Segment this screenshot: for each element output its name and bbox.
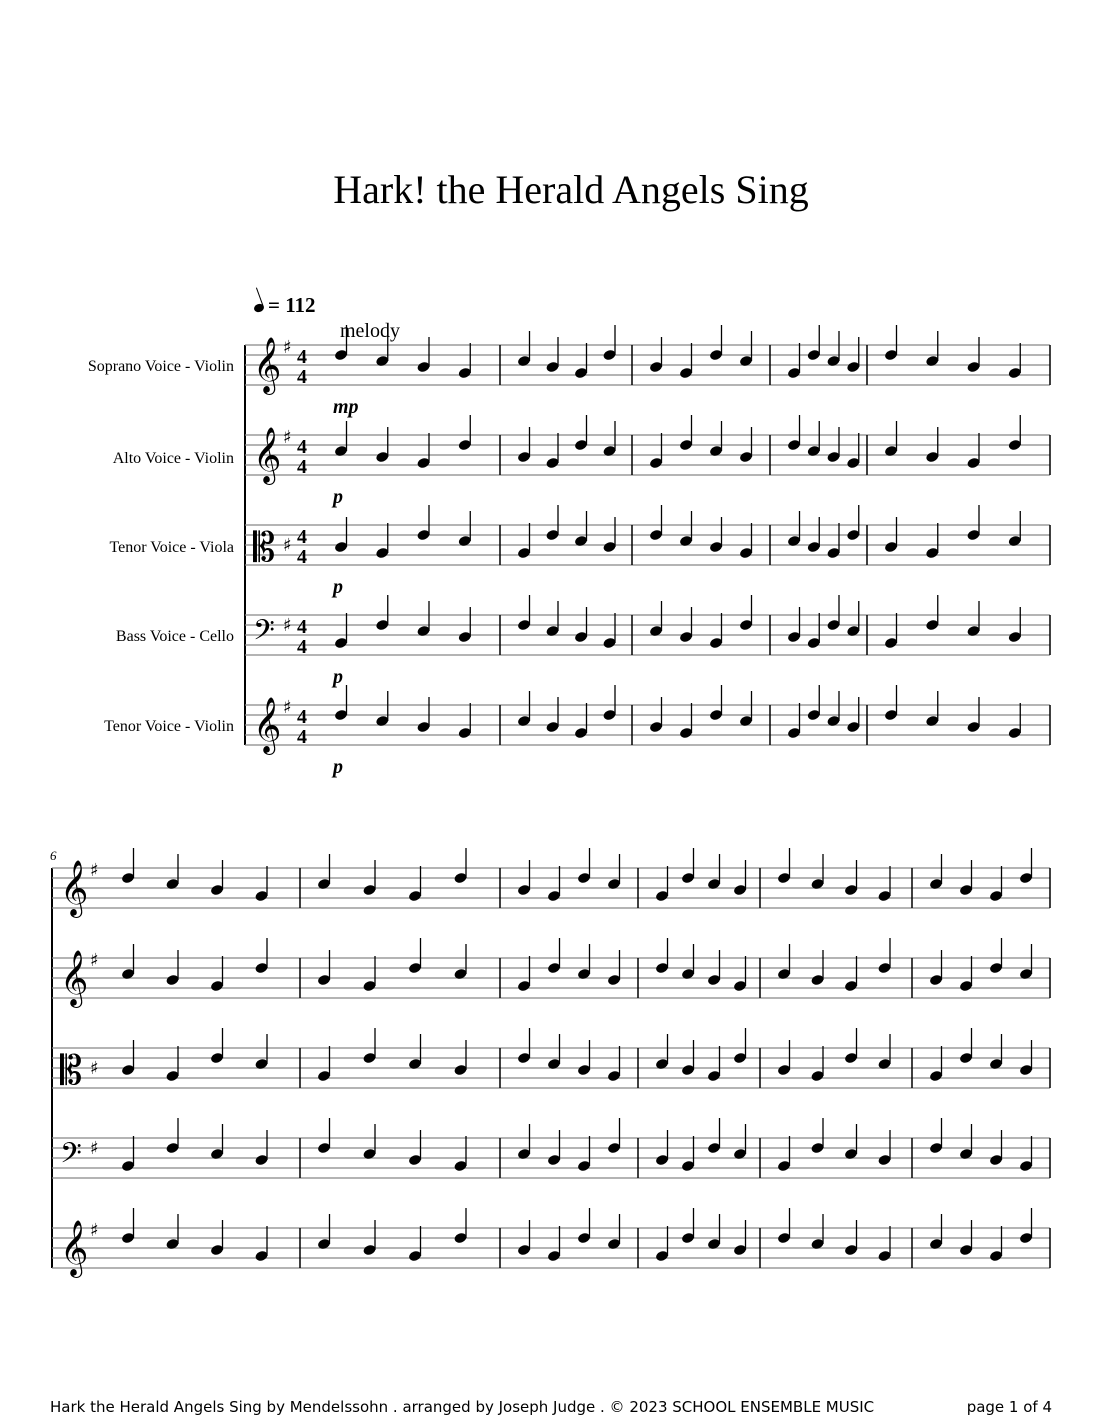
svg-text:𝄢: 𝄢 — [60, 1137, 82, 1177]
svg-text:p: p — [333, 486, 343, 508]
page-footer — [50, 1398, 1052, 1416]
svg-text:𝄞: 𝄞 — [60, 1220, 89, 1276]
svg-text:𝄡: 𝄡 — [60, 1048, 83, 1094]
instrument-label-bass: Bass Voice - Cello — [115, 628, 234, 645]
svg-text:4: 4 — [297, 366, 307, 388]
svg-text:p: p — [333, 666, 343, 688]
svg-text:♯: ♯ — [90, 950, 99, 971]
instrument-label-tenor-violin: Tenor Voice - Violin — [104, 718, 234, 735]
svg-text:𝄢: 𝄢 — [253, 614, 275, 654]
svg-text:4: 4 — [297, 546, 307, 568]
measure-number: 6 — [50, 848, 57, 863]
svg-text:4: 4 — [297, 636, 307, 658]
svg-text:4: 4 — [297, 726, 307, 748]
svg-text:♯: ♯ — [90, 860, 99, 881]
svg-text:𝄞: 𝄞 — [60, 950, 89, 1006]
svg-text:♯: ♯ — [90, 1138, 99, 1159]
instrument-label-soprano: Soprano Voice - Violin — [87, 358, 234, 375]
svg-text:♯: ♯ — [283, 427, 292, 448]
svg-text:𝄞: 𝄞 — [253, 697, 282, 753]
footer-credit: Hark the Herald Angels Sing by Mendelssohn . arranged by Joseph Judge . © 2023 SCHOOL ENSEMBLE MUSIC — [50, 1398, 875, 1416]
svg-text:4: 4 — [297, 616, 307, 638]
svg-text:mp: mp — [333, 396, 359, 418]
svg-text:4: 4 — [297, 436, 307, 458]
svg-text:𝄡: 𝄡 — [253, 525, 276, 571]
tempo-marking: = 112 — [254, 293, 316, 318]
svg-text:p: p — [333, 576, 343, 598]
svg-text:♯: ♯ — [283, 697, 292, 718]
svg-text:𝄞: 𝄞 — [60, 860, 89, 916]
score-title: Hark! the Herald Angels Sing — [333, 167, 809, 212]
svg-text:♯: ♯ — [283, 535, 292, 556]
instrument-label-alto: Alto Voice - Violin — [112, 450, 234, 467]
svg-text:𝄞: 𝄞 — [253, 337, 282, 393]
melody-annotation: melody — [340, 320, 400, 342]
svg-text:♯: ♯ — [90, 1220, 99, 1241]
instrument-label-tenor-viola: Tenor Voice - Viola — [109, 539, 234, 556]
svg-text:p: p — [333, 756, 343, 778]
svg-text:4: 4 — [297, 526, 307, 548]
page-number: page 1 of 4 — [966, 1398, 1052, 1416]
svg-text:4: 4 — [297, 706, 307, 728]
svg-text:♯: ♯ — [283, 337, 292, 358]
svg-text:4: 4 — [297, 346, 307, 368]
svg-text:𝄞: 𝄞 — [253, 427, 282, 483]
svg-text:♯: ♯ — [90, 1058, 99, 1079]
svg-text:♯: ♯ — [283, 615, 292, 636]
svg-text:4: 4 — [297, 456, 307, 478]
